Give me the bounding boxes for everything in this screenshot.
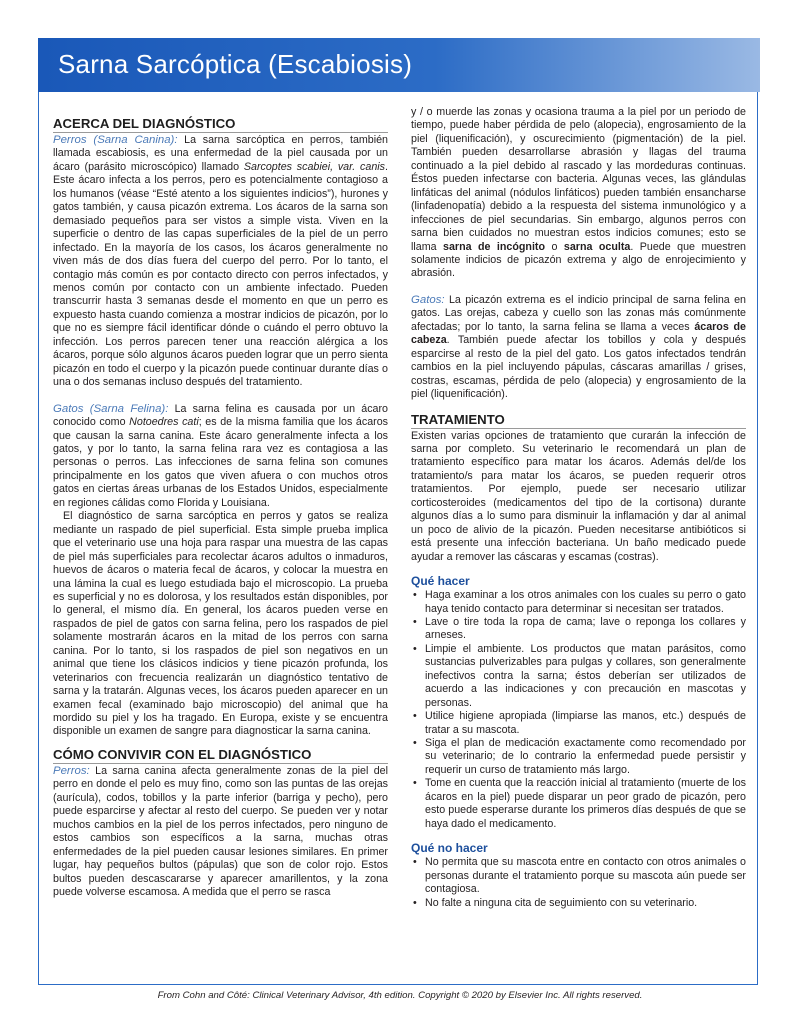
dont-heading: Qué no hacer (411, 841, 488, 856)
cats-about-paragraph (53, 403, 388, 511)
section-divider (411, 428, 746, 429)
section-divider (53, 132, 388, 133)
list-item: • Tome en cuenta que la reacción inicial al tratamiento (muerte de los ácaros en la piel) puede disparar un peor grado de picazón, pero esto puede esperarse durante los primeros días después de que se haya dado el medicamento. (411, 777, 746, 831)
cats-lead: Gatos (Sarna Felina): (53, 402, 169, 415)
dogs-living-continued (411, 106, 746, 281)
cats-living-text: La picazón extrema es el indicio principal de sarna felina en gatos. Las orejas, cabeza y cuello son las zonas más comúnmente afectadas; por lo tanto, la sarna felina se llama a veces (411, 293, 746, 333)
cats-species: Notoedres cati (129, 416, 199, 429)
dogs-living-text: La sarna canina afecta generalmente zonas de la piel del perro en donde el pelo es muy fino, como son las puntas de las orejas (aurícula), codos, tobillos y la parte inferior (barriga y pecho), pero puede esparcirse y afectar al resto del cuerpo. Se pueden ver y notar muchos cambios en la piel de los perros infectados, pero ninguno de estos cambios son específicos a la sarna, muchas otras enfermedades de la piel pueden causar lesiones similares. En primer lugar, hay pequeños bultos (pápulas) que son de color rojo. Estos bultos pueden descascararse y aparecer amarillentos, y la zona puede volverse escamosa. A medida que el perro se rasca (53, 764, 388, 899)
treatment-heading: TRATAMIENTO (411, 411, 505, 427)
treatment-paragraph: Existen varias opciones de tratamiento que curarán la infección de sarna por completo. Su veterinario le recomendará un plan de tratamiento específico para matar los ácaros. Además del/de los tratamiento/s para matar los ácaros, se pueden requerir otros tratamientos. Por ejemplo, puede ser necesario utilizar corticosteroides (medicamentos del tipo de la cortisona) durante algunos días a lo sumo para disminuir la inflamación y dar al animal un poco de alivio de la picazón. Pueden necesitarse antibióticos si está presente una infección bacteriana. Un baño medicado puede ayudar a remover las cáscaras y escamas (costras). (411, 429, 746, 563)
dogs-about-text-2: . Este ácaro infecta a los perros, pero es potencialmente contagioso a los humanos (véase “Esté atento a los siguientes indicios”), hurones y gatos también, y causa picazón extrema. Los ácaros de la sarna son demasiado pequeños para ser vistos a simple vista. Viven en la superficie o dentro de las capas superficiales de la piel de un perro infectado. En la mayoría de los casos, los ácaros generalmente no viven más de dos días fuera del cuerpo del perro. Por lo tanto, el contagio más común es por contacto directo con perros infectados, y menos común por contacto con un ambiente infectado. Pueden transcurrir hasta 3 semanas desde el momento en que un perro es expuesto hasta cuando comienza a mostrar indicios de picazón, por lo que no es siempre fácil identificar dónde o cuándo el perro obtuvo la infección. Los perros parecen tener una reacción alérgica a los ácaros, porque sólo algunos ácaros pueden lograr que un perro sienta picazón en todo el cuerpo y la picazón puede continuar durante días o una o dos semanas incluso después del tratamiento. (53, 160, 388, 389)
diagnosis-paragraph: El diagnóstico de sarna sarcóptica en perros y gatos se realiza mediante un raspado de piel superficial. Esta simple prueba implica que el veterinario use una hoja para raspar una muestra de las capas de piel más superficiales para recolectar ácaros adultos o inmaduros, huevos de ácaros o materia fecal de ácaros, y colocar la muestra en una lámina la cual es luego estudiada bajo el microscopio. La prueba es superficial y no es dolorosa, y los resultados están disponibles, por lo general, el mismo día. En general, los ácaros pueden verse en raspados de piel de gatos con sarna felina, pero los raspados de piel solamente mostrarán ácaros en la mitad de los perros con sarna canina. Por lo tanto, si los raspados de piel son negativos en un animal que tiene los clásicos indicios y tiene picazón profunda, los veterinarios con frecuencia realizarán un diagnóstico tentativo de sarna y la tratarán. Algunas veces, los ácaros pueden aparecer en un examen fecal (examinado bajo microscopio) del animal que ha mordido su piel y los ha tragado. En Europa, existe y se encuentra disponible un examen de sangre para diagnosticar la sarna canina. (53, 510, 388, 738)
left-column (53, 106, 388, 899)
cats-about-text: La sarna felina es causada por un ácaro conocido como (53, 402, 388, 429)
title-banner (38, 38, 760, 92)
cats-about-text-2: ; es de la misma familia que los ácaros que causan la sarna canina. Este ácaro generalmente infecta a los gatos, y por lo tanto, la sarna felina rara vez es contagiosa a las personas o perros. Las infecciones de sarna felina son comunes principalmente en los gatos que viven afuera o con muchos otros gatos en ciertas áreas urbanas de los Estados Unidos, especialmente en regiones cálidas como Florida y Louisiana. (53, 416, 389, 509)
incognito-term: sarna de incógnito (443, 240, 546, 253)
right-column (411, 106, 746, 910)
dogs-living-paragraph (53, 765, 388, 900)
or-word: o (545, 240, 564, 253)
living-heading: CÓMO CONVIVIR CON EL DIAGNÓSTICO (53, 746, 312, 762)
dogs-species: Sarcoptes scabiei, var. canis (243, 160, 386, 173)
dogs-lead: Perros (Sarna Canina): (53, 134, 178, 146)
dogs-about-paragraph (53, 134, 388, 390)
dogs-living-lead: Perros: (53, 764, 90, 777)
list-item: • No permita que su mascota entre en contacto con otros animales o personas durante el tratamiento porque su mascota aún puede ser contagiosa. (411, 856, 746, 896)
section-divider (53, 763, 388, 764)
list-item: • Haga examinar a los otros animales con los cuales su perro o gato haya tenido contacto para determinar si necesitan ser tratados. (411, 589, 746, 616)
list-item: • Siga el plan de medicación exactamente como recomendado por su veterinario; de lo contrario la enfermedad puede persistir y requerir un curso de tratamiento más largo. (411, 737, 746, 777)
list-item: • Utilice higiene apropiada (limpiarse las manos, etc.) después de tratar a su mascota. (411, 710, 746, 737)
cats-living-lead: Gatos: (411, 293, 445, 306)
do-heading: Qué hacer (411, 574, 470, 589)
cats-living-text-2: . También puede afectar los tobillos y cola y después esparcirse al resto de la piel del gato. Los gatos infectados tendrán cambios en la piel incluyendo pápulas, cáscaras amarillas / grises, costras, escamas, pérdida de pelo (alopecia) y engrosamiento de la piel (liquenificación). (411, 334, 746, 401)
list-item: • Lave o tire toda la ropa de cama; lave o reponga los collares y arneses. (411, 616, 746, 643)
dogs-about-text: La sarna sarcóptica en perros, también llamada escabiosis, es una enfermedad de la piel causada por un ácaro (parásito microscópico) llamado (53, 134, 388, 173)
cats-living-paragraph (411, 294, 746, 402)
hidden-term: sarna oculta (563, 240, 631, 253)
head-mites-term: ácaros de cabeza (411, 320, 746, 347)
copyright-footer: From Cohn and Côté: Clinical Veterinary Advisor, 4th edition. Copyright © 2020 by Elsevier Inc. All rights reserved. (157, 990, 643, 1001)
dont-list (411, 856, 746, 910)
about-heading: ACERCA DEL DIAGNÓSTICO (53, 116, 236, 131)
page-title: Sarna Sarcóptica (Escabiosis) (58, 49, 413, 79)
dogs-living-cont-text: y / o muerde las zonas y ocasiona trauma a la piel por un periodo de tiempo, puede haber pérdida de pelo (alopecia), engrosamiento de la piel (liquenificación), y oscurecimiento (pigmentación) de la piel. También pueden desarrollarse abrasión y llagas del trauma continuado a la piel debido al rascado y las mordeduras continuas. Éstos pueden infectarse con bacteria. Algunas veces, las glándulas linfáticas del animal (nódulos linfáticos) pueden también ensancharse (linfadenopatía) debido a la respuesta del sistema inmunológico y a infecciones de piel secundarias. Sin embargo, algunos perros con sarna bien cuidados no muestran estos indicios comunes; esto se llama (411, 106, 746, 253)
list-item: • Limpie el ambiente. Los productos que matan parásitos, como sustancias pulverizables para pulgas y collares, son generalmente inefectivos contra la sarna; éstos deberían ser utilizados de acuerdo a las indicaciones y con precaución en mascotas y personas. (411, 643, 746, 710)
dogs-living-cont-text-2: . Puede que muestren solamente indicios de picazón extrema y algo de enrojecimiento y abrasión. (411, 240, 747, 280)
do-list (411, 589, 746, 831)
list-item: • No falte a ninguna cita de seguimiento con su veterinario. (411, 897, 746, 910)
